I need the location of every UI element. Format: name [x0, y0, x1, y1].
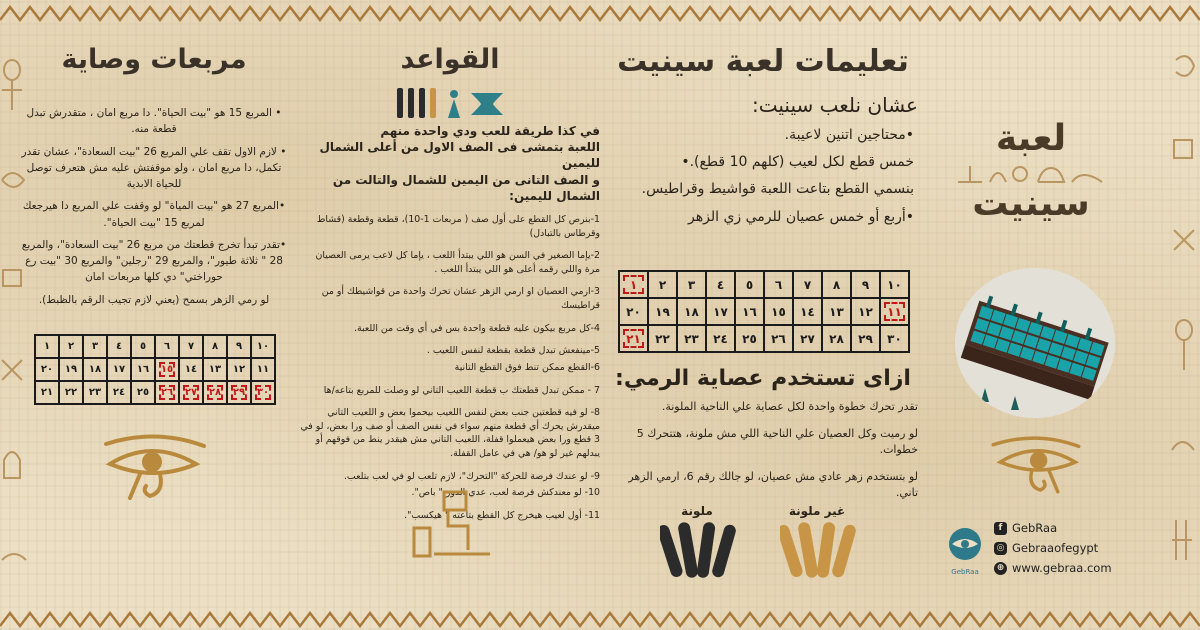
board-grid-right	[618, 270, 910, 353]
instruction-item: خمس قطع لكل لعيب (كلهم 10 قطع).•	[681, 154, 914, 171]
eye-of-horus-icon	[988, 432, 1084, 494]
board-cell: ٤	[706, 271, 735, 298]
rule-item: 8- لو فيه قطعتين جنب بعض لنفس اللعيب بيحموا بعض و اللعيب التاني ميقدرش يحرك أي قطعة منهم سواء في نفس الصف أو صف ورا بعض، لو في 3 قطع ورا بعض هيعملوا قفلة، اللعيب التاني مش هيقدر ينط من فوقهم أو يبدلهم غير لو هو/ هي في عامل القفلة.	[300, 407, 600, 460]
board-cell: ٣	[677, 271, 706, 298]
rule-item: 9- لو عندك فرصة للحركة "التحرك"، لازم تلعب لو في لعب بتلعب.	[343, 470, 600, 482]
board-cell: ٢٤	[706, 325, 735, 352]
logo-mark-icon	[944, 524, 986, 564]
rule-item: 10- لو معندكش فرصة لعب، عدي الدور " باص".	[411, 487, 600, 499]
throw-sticks-line: لو رميت وكل العصيان علي الناحية اللي مش ملونة، هتتحرك 5 خطوات.	[636, 427, 918, 456]
rule-item: 3-ارمي العصيان او ارمي الزهر عشان تحرك واحدة من قواشيطك أو من قراطيسك	[321, 286, 600, 312]
instagram-link[interactable]	[994, 538, 1112, 558]
board-cell: ٢	[648, 271, 677, 298]
board-grid-left	[34, 334, 276, 405]
cone-piece-icon	[446, 89, 462, 119]
game-pieces-row	[300, 85, 600, 119]
website-link[interactable]	[994, 558, 1112, 578]
board-cell: ٢٤	[107, 381, 131, 404]
colored-sticks-icon	[660, 522, 736, 578]
board-cell: ١٢	[851, 298, 880, 325]
board-cell: ١٢	[227, 358, 251, 381]
throw-sticks-title: ازاى تستخدم عصاية الرمي:	[615, 366, 911, 391]
board-cell-highlight: ٢١	[619, 325, 648, 352]
board-cell: ٢٠	[35, 358, 59, 381]
website-url: www.gebraa.com	[1012, 561, 1112, 575]
board-cell: ١٤	[179, 358, 203, 381]
board-cell: ٢٨	[822, 325, 851, 352]
board-cell: ٥	[735, 271, 764, 298]
rule-item: 4-كل مربع بيكون عليه قطعة واحدة بس في أي وقت من اللعبة.	[354, 322, 600, 334]
throw-sticks-icon	[395, 87, 439, 119]
safe-square-item: • المربع 15 هو "بيت الحياة". دا مربع امان ، متقدرش تبدل قطعة منه.	[26, 107, 282, 136]
hieroglyph-decoration-icon	[956, 162, 1106, 188]
board-cell: ٢٠	[619, 298, 648, 325]
globe-icon: ⊕	[994, 562, 1007, 575]
board-cell-highlight: ٢٦	[155, 381, 179, 404]
safe-squares-column	[14, 44, 294, 308]
title-block	[956, 118, 1106, 224]
rule-item: 5-مينفعش تبدل قطعة بقطعة لنفس اللعيب .	[426, 345, 600, 357]
board-cell: ١١	[251, 358, 275, 381]
board-cell: ٥	[131, 335, 155, 358]
board-cell: ١٦	[131, 358, 155, 381]
seated-figure-icon	[404, 488, 494, 558]
instagram-handle: Gebraaofegypt	[1012, 541, 1099, 555]
board-cell: ٣٠	[880, 325, 909, 352]
instructions-column	[608, 44, 918, 226]
board-cell: ١٨	[677, 298, 706, 325]
spool-piece-icon	[469, 89, 505, 119]
board-cell: ٦	[764, 271, 793, 298]
board-cell-highlight: ١	[619, 271, 648, 298]
board-cell: ٩	[227, 335, 251, 358]
facebook-link[interactable]	[994, 518, 1112, 538]
safe-square-item: • لازم الاول تقف علي المربع 26 "بيت السعادة"، عشان تقدر تكمل، دا مربع امان ، ولو موقفتش عليه مش هتعرف توصل للحياة الابدية	[21, 145, 287, 191]
rules-column	[300, 44, 600, 523]
safe-square-item: •تقدر تبدأ تخرج قطعتك من مربع 26 "بيت السعادة"، والمربع 28 " ثلاثة طيور"، والمربع 29 "رجلين" والمربع 30 "بيت رع حوراختي" دي كلها مربعات امان	[21, 238, 287, 284]
title-line-2: سينيت	[972, 183, 1090, 224]
board-cell: ٢	[59, 335, 83, 358]
board-cell-highlight: ١٥	[155, 358, 179, 381]
eye-of-horus-icon	[100, 430, 210, 500]
board-cell: ٢٧	[793, 325, 822, 352]
throw-sticks-line: لو بتستخدم زهر عادي مش عصيان، لو جالك رقم 6، ارمي الزهر تاني.	[628, 470, 918, 499]
senet-board-photo	[955, 268, 1115, 418]
rule-item: 2-يإما الصغير في السن هو اللي يبتدأ اللعب ، يإما كل لاعب يرمى العصيان مرة واللي رقمه أعلى هو اللي يبتدأ اللعب .	[315, 250, 600, 275]
zigzag-border-bottom	[0, 610, 1200, 628]
board-cell-highlight: ٢٨	[203, 381, 227, 404]
board-cell: ١	[35, 335, 59, 358]
board-cell: ٢٦	[764, 325, 793, 352]
throw-sticks-section	[608, 366, 918, 500]
board-cell: ١٩	[648, 298, 677, 325]
rules-intro-line: و الصف التانى من اليمين للشمال والتالت من الشمال لليمين:	[332, 172, 600, 203]
board-cell: ٩	[851, 271, 880, 298]
board-cell: ٨	[203, 335, 227, 358]
facebook-icon: f	[994, 522, 1007, 535]
social-links	[994, 518, 1112, 578]
uncolored-sticks-label: غير ملونة	[788, 504, 846, 518]
throw-sticks-line: تقدر تحرك خطوة واحدة لكل عصاية علي الناحية الملونة.	[661, 400, 918, 413]
how-to-play-heading: عشان نلعب سينيت:	[752, 93, 918, 117]
board-cell: ٢٥	[735, 325, 764, 352]
safe-square-item: لو رمي الزهر بسمح (يعني لازم تجيب الرقم بالظبط).	[38, 293, 270, 306]
uncolored-sticks-icon	[780, 522, 856, 578]
gebraa-logo	[944, 524, 986, 578]
board-cell: ١٧	[706, 298, 735, 325]
board-cell: ١٨	[83, 358, 107, 381]
board-cell: ٢٣	[677, 325, 706, 352]
facebook-handle: GebRaa	[1012, 521, 1058, 535]
hieroglyph-strip-right	[1166, 40, 1200, 600]
rule-item: 6-القطع ممكن تنط فوق القطع التانية	[454, 361, 600, 373]
logo-text: GebRaa	[951, 568, 979, 576]
board-cell: ٦	[155, 335, 179, 358]
board-cell: ١٦	[735, 298, 764, 325]
board-cell-highlight: ٣٠	[251, 381, 275, 404]
rules-intro-line: في كذا طريقة للعب ودي واحدة منهم	[380, 124, 600, 138]
board-cell: ٢٢	[648, 325, 677, 352]
board-cell: ٤	[107, 335, 131, 358]
board-cell: ٢١	[35, 381, 59, 404]
safe-square-item: •المربع 27 هو "بيت المياة" لو وقفت علي المربع دا هيرجعك لمربع 15 "بيت الحياة".	[22, 200, 286, 229]
rules-intro-line: اللعبة بتمشى فى الصف الاول من أعلى الشمال لليمين	[319, 140, 600, 171]
instructions-title: تعليمات لعبة سينيت	[617, 44, 909, 79]
instruction-item: •محتاجين اتنين لاعيبة.	[784, 127, 914, 143]
instruction-item: بنسمي القطع بتاعت اللعبة قواشيط وقراطيس.	[641, 181, 914, 198]
board-cell: ١٠	[880, 271, 909, 298]
board-cell: ١٧	[107, 358, 131, 381]
board-cell: ٨	[822, 271, 851, 298]
colored-sticks-label: ملونة	[681, 504, 713, 518]
board-cell: ١٤	[793, 298, 822, 325]
rule-item: 1-بنرص كل القطع على أول صف ( مربعات 1-10)، قطعة وقطعة (قشاط وقرطاس بالتبادل)	[316, 213, 600, 239]
zigzag-border-top	[0, 4, 1200, 22]
board-cell: ١٣	[203, 358, 227, 381]
instagram-icon: ◎	[994, 542, 1007, 555]
title-line-1: لعبة	[995, 118, 1067, 159]
board-cell: ١٩	[59, 358, 83, 381]
board-cell: ١٠	[251, 335, 275, 358]
rule-item: 11- أول لعيب هيخرج كل القطع بتاعته " هيكسب".	[404, 509, 600, 521]
board-cell: ٢٣	[83, 381, 107, 404]
rule-item: 7 - ممكن تبدل قطعتك ب قطعة اللعيب التاني لو وصلت للمربع بتاعه/ها	[323, 384, 600, 396]
rules-title: القواعد	[400, 44, 500, 75]
board-cell: ١٥	[764, 298, 793, 325]
board-cell: ١٣	[822, 298, 851, 325]
board-cell-highlight: ٢٩	[227, 381, 251, 404]
instruction-item: •أربع أو خمس عصيان للرمي زي الزهر	[688, 208, 914, 225]
board-cell: ٢٩	[851, 325, 880, 352]
board-cell: ٧	[179, 335, 203, 358]
safe-squares-title: مربعات وصاية	[61, 44, 247, 75]
board-cell: ٧	[793, 271, 822, 298]
board-cell: ٣	[83, 335, 107, 358]
board-cell-highlight: ٢٧	[179, 381, 203, 404]
board-cell: ٢٥	[131, 381, 155, 404]
board-cell: ٢٢	[59, 381, 83, 404]
board-cell-highlight: ١١	[880, 298, 909, 325]
